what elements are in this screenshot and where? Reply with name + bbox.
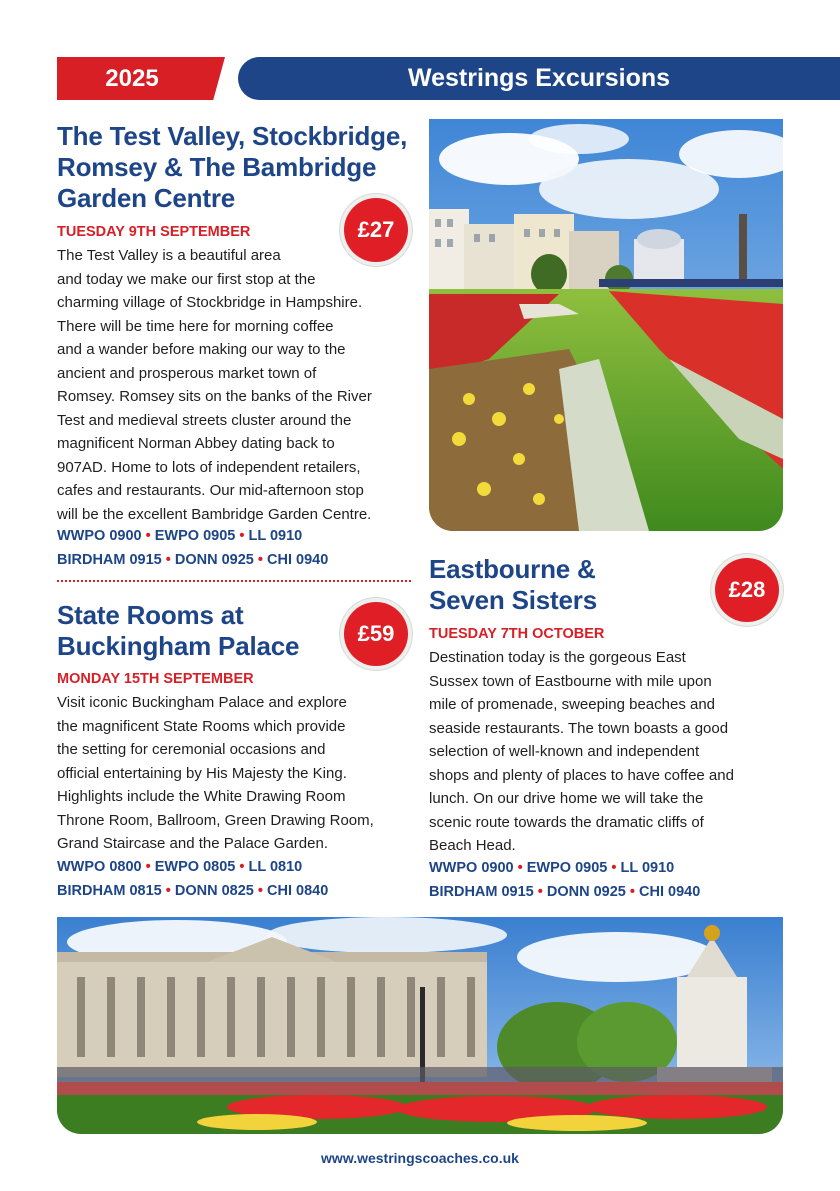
description-line: Visit iconic Buckingham Palace and explore: [57, 694, 347, 711]
pickup-row: BIRDHAM 0815 • DONN 0825 • CHI 0840: [57, 883, 329, 899]
description-line: official entertaining by His Majesty the King.: [57, 764, 347, 782]
description-line: the setting for ceremonial occasions and: [57, 741, 326, 758]
description-line: ancient and prosperous market town of: [57, 364, 317, 382]
pickup-stop: BIRDHAM 0915: [57, 552, 162, 568]
eastbourne-seafront-photo: [429, 119, 783, 531]
description-line: Grand Staircase and the Palace Garden.: [57, 835, 328, 852]
description-line: charming village of Stockbridge in Hampshire.: [57, 294, 363, 311]
section-divider: [57, 580, 411, 582]
description-line: 907AD. Home to lots of independent retailers,: [57, 458, 361, 476]
description-line: seaside restaurants. The town boasts a good: [429, 719, 729, 737]
price-badge: £28: [715, 558, 779, 622]
description-line: scenic route towards the dramatic cliffs of: [429, 813, 704, 831]
description-line: Beach Head.: [429, 837, 516, 854]
pickup-times: [429, 856, 700, 904]
description-line: magnificent Norman Abbey dating back to: [57, 435, 335, 452]
pickup-stop: EWPO 0805: [154, 859, 236, 875]
pickup-stop: LL 0810: [248, 859, 303, 875]
description-line: The Test Valley is a beautiful area: [57, 247, 281, 264]
trip-description: [57, 244, 427, 526]
trip-title-line: Garden Centre: [57, 183, 236, 213]
description-line: There will be time here for morning coffee: [57, 317, 334, 335]
description-line: selection of well-known and independent: [429, 743, 700, 760]
pickup-stop: BIRDHAM 0915: [429, 884, 534, 900]
price-badge: £27: [344, 198, 408, 262]
pickup-stop: DONN 0925: [174, 552, 254, 568]
description-line: the magnificent State Rooms which provide: [57, 717, 346, 735]
pickup-stop: EWPO 0905: [526, 860, 608, 876]
description-line: and today we make our first stop at the: [57, 270, 316, 288]
trip-title-line: Seven Sisters: [429, 585, 597, 615]
pickup-stop: LL 0910: [248, 528, 303, 544]
price-badge: £59: [344, 602, 408, 666]
pickup-stop: EWPO 0905: [154, 528, 236, 544]
description-line: cafes and restaurants. Our mid-afternoon stop: [57, 482, 364, 499]
pickup-stop: LL 0910: [620, 860, 675, 876]
pickup-stop: DONN 0825: [174, 883, 254, 899]
pickup-stop: BIRDHAM 0815: [57, 883, 162, 899]
description-line: shops and plenty of places to have coffee and: [429, 766, 734, 784]
trip-date: TUESDAY 7TH OCTOBER: [429, 626, 605, 642]
trip-title-eastbourne: [429, 554, 689, 616]
pickup-row: WWPO 0800 • EWPO 0805 • LL 0810: [57, 859, 303, 875]
trip-title-line: State Rooms at: [57, 600, 244, 630]
pickup-stop: CHI 0940: [639, 884, 701, 900]
description-line: and a wander before making our way to the: [57, 341, 346, 358]
trip-title-line: The Test Valley, Stockbridge,: [57, 121, 408, 151]
buckingham-palace-photo: [57, 917, 783, 1134]
pickup-row: BIRDHAM 0915 • DONN 0925 • CHI 0940: [57, 552, 329, 568]
description-line: Destination today is the gorgeous East: [429, 649, 686, 666]
description-line: Sussex town of Eastbourne with mile upon: [429, 672, 712, 690]
description-line: will be the excellent Bambridge Garden Centre.: [57, 505, 372, 523]
year-label: 2025: [105, 65, 159, 92]
pickup-stop: DONN 0925: [546, 884, 626, 900]
pickup-stop: WWPO 0800: [57, 859, 142, 875]
pickup-stop: CHI 0940: [267, 552, 329, 568]
trip-title-line: Buckingham Palace: [57, 631, 300, 661]
pickup-row: WWPO 0900 • EWPO 0905 • LL 0910: [429, 860, 675, 876]
trip-date: TUESDAY 9TH SEPTEMBER: [57, 224, 251, 240]
pickup-stop: CHI 0840: [267, 883, 329, 899]
pickup-row: WWPO 0900 • EWPO 0905 • LL 0910: [57, 528, 303, 544]
pickup-stop: WWPO 0900: [57, 528, 142, 544]
website-url[interactable]: www.westringscoaches.co.uk: [321, 1150, 519, 1166]
description-line: Test and medieval streets cluster around the: [57, 411, 352, 429]
description-line: Highlights include the White Drawing Room: [57, 788, 346, 805]
trip-description: [57, 691, 427, 856]
pickup-times: [57, 855, 328, 903]
pickup-stop: WWPO 0900: [429, 860, 514, 876]
trip-date: MONDAY 15TH SEPTEMBER: [57, 671, 254, 687]
trip-title-line: Eastbourne &: [429, 554, 596, 584]
pickup-times: [57, 524, 328, 572]
description-line: Romsey. Romsey sits on the banks of the River: [57, 388, 372, 405]
pickup-row: BIRDHAM 0915 • DONN 0925 • CHI 0940: [429, 884, 701, 900]
description-line: mile of promenade, sweeping beaches and: [429, 696, 716, 713]
trip-description: [429, 646, 809, 858]
page-title: Westrings Excursions: [407, 64, 671, 92]
trip-title-line: Romsey & The Bambridge: [57, 152, 377, 182]
description-line: Throne Room, Ballroom, Green Drawing Room,: [57, 811, 374, 829]
description-line: lunch. On our drive home we will take the: [429, 790, 704, 807]
trip-title-buckingham: [57, 600, 357, 662]
